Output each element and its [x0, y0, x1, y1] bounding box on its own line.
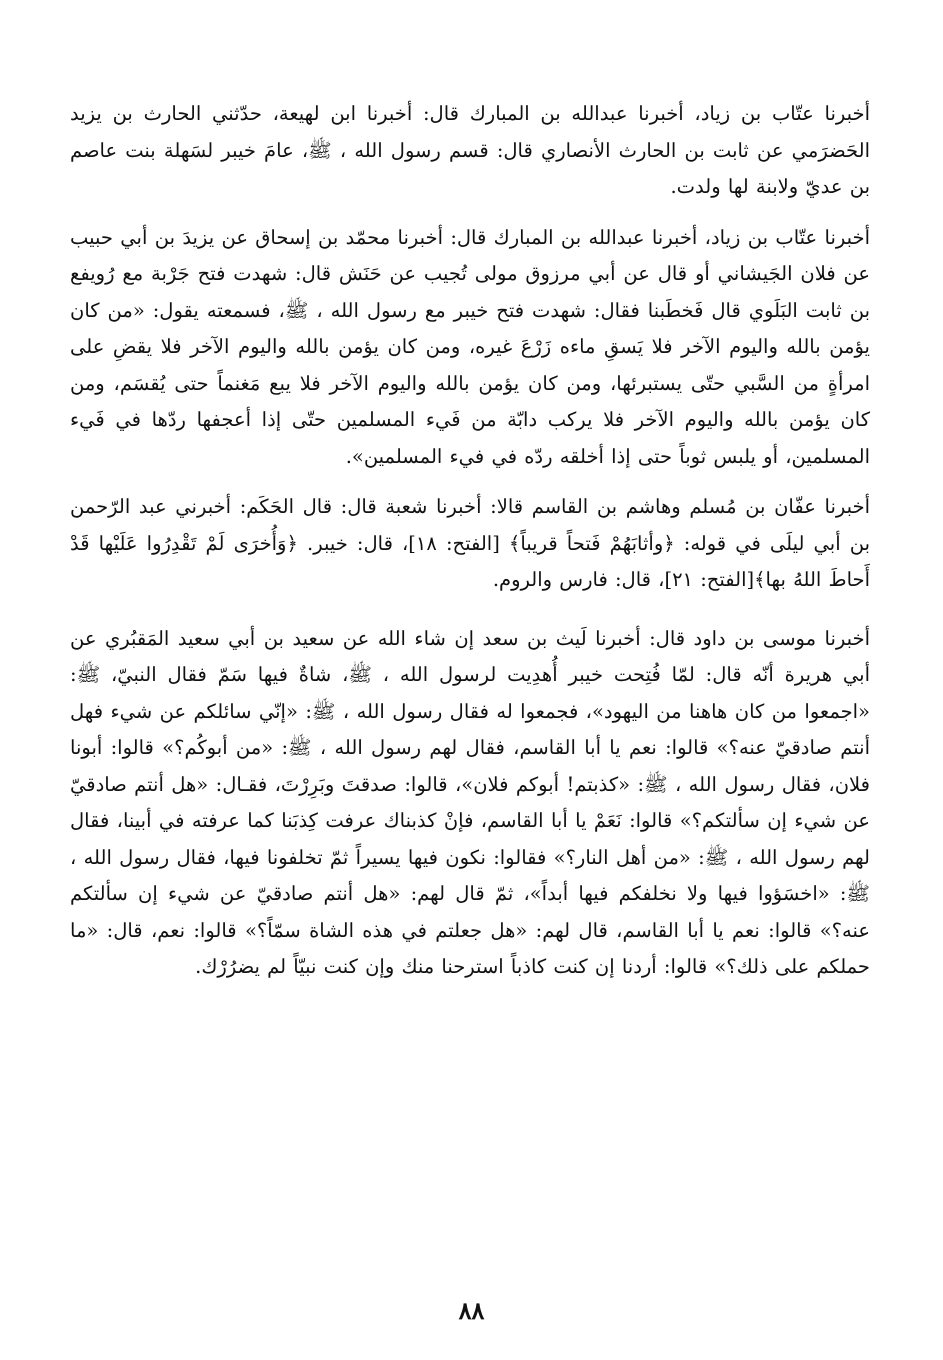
paragraph-3: أخبرنا عفّان بن مُسلم وهاشم بن القاسم قالا: أخبرنا شعبة قال: قال الحَكَم: أخبرني عبد الرّحمن بن أبي ليلَى في قوله: ﴿وأثابَهُمْ فَتحاً قريباً﴾ [الفتح: ١٨]، قال: خيبر. ﴿وَأُخرَى لَمْ تَقْدِرُوا عَلَيْها قَدْ أَحاطَ اللهُ بها﴾[الفتح: ٢١]، قال: فارس والروم.	[70, 495, 871, 591]
paragraph-2: أخبرنا عتّاب بن زياد، أخبرنا عبدالله بن المبارك قال: أخبرنا محمّد بن إسحاق عن يزيدَ بن أبي حبيب عن فلان الجَيشاني أو قال عن أبي مرزوق مولى تُجيب عن حَنَش قال: شهدت فتح جَرْبة مع رُويفع بن ثابت البَلَوي قال فَخطَبنا فقال: شهدت فتح خيبر مع رسول الله ، ﷺ، فسمعته يقول: «من كان يؤمن بالله واليوم الآخر فلا يَسقِ ماءه زَرْعَ غيره، ومن كان يؤمن بالله واليوم الآخر فلا يقضِ على امرأةٍ من السَّبي حتّى يستبرئها، ومن كان يؤمن بالله واليوم الآخر فلا يبع مَغنماً حتى يُقسَم، ومن كان يؤمن بالله واليوم الآخر فلا يركب دابّة من فَيء المسلمين حتّى إذا أعجفها ردّها في فَيء المسلمين، أو يلبس ثوباً حتى إذا أخلقه ردّه في فيء المسلمين».	[70, 225, 870, 468]
paragraph-4: أخبرنا موسى بن داود قال: أخبرنا لَيث بن سعد إن شاء الله عن سعيد بن أبي سعيد المَقبُري عن أبي هريرة أنّه قال: لمّا فُتِحت خيبر أُهدِيت لرسول الله ، ﷺ، شاةٌ فيها سَمّ فقال النبيّ، ﷺ: «اجمعوا من كان هاهنا من اليهود»، فجمعوا له فقال رسول الله ، ﷺ: «إنّي سائلكم عن شيء فهل أنتم صادقيّ عنه؟» قالوا: نعم يا أبا القاسم، فقال لهم رسول الله ، ﷺ: «من أبوكُم؟» قالوا: أبونا فلان، فقال رسول الله ، ﷺ: «كذبتم! أبوكم فلان»، قالوا: صدقتَ وبَرِرْتَ، فقـال: «هل أنتم صادقيّ عن شيء إن سألتكم؟» قالوا: نَعَمْ يا أبا القاسم، فإنْ كذبناك عرفت كِذبَنا كما عرفته في أبينا، فقال لهم رسول الله ، ﷺ: «من أهل النار؟» فقالوا: نكون فيها يسيراً ثمّ تخلفونا فيها، فقال رسول الله ، ﷺ: «اخسَؤوا فيها ولا نخلفكم فيها أبداً»، ثمّ قال لهم: «هل أنتم صادقيّ عن شيء إن سألتكم عنه؟» قالوا: نعم يا أبا القاسم، قال لهم: «هل جعلتم في هذه الشاة سمّاً؟» قالوا: نعم، قال: «ما حملكم على ذلك؟» قالوا: أردنا إن كنت كاذباً استرحنا منك وإن كنت نبيّاً لم يضرُرْك.	[70, 626, 870, 978]
document-body	[70, 96, 870, 986]
page-number: ٨٨	[458, 1296, 485, 1325]
paragraph-1: أخبرنا عتّاب بن زياد، أخبرنا عبدالله بن المبارك قال: أخبرنا ابن لهيعة، حدّثني الحارث بن يزيد الحَضرَمي عن ثابت بن الحارث الأنصاري قال: قسم رسول الله ، ﷺ، عامَ خيبر لسَهلة بنت عاصم بن عديّ ولابنة لها ولدت.	[70, 102, 870, 198]
